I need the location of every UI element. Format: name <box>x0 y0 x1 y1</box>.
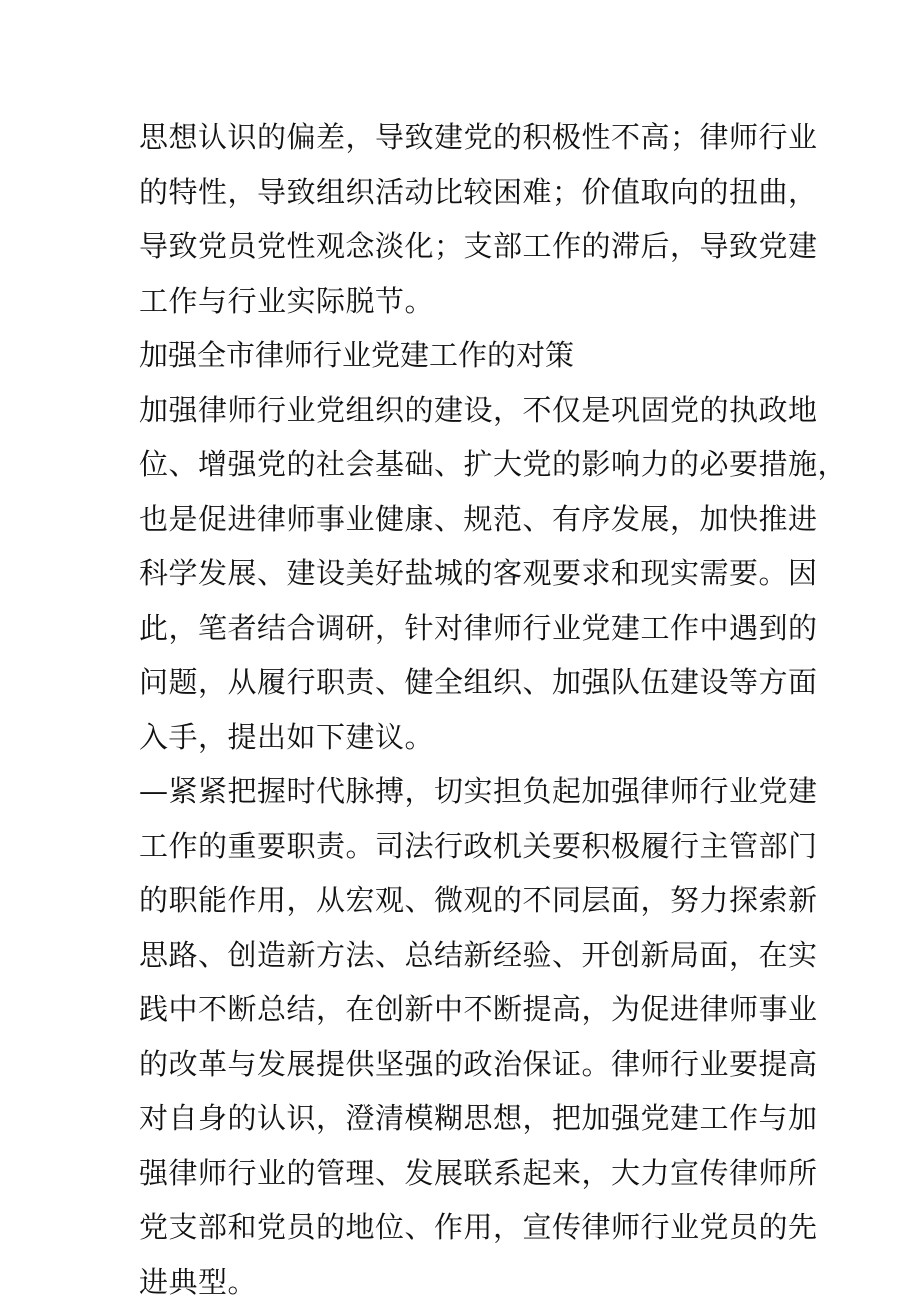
text-line: 践中不断总结，在创新中不断提高，为促进律师事业 <box>139 982 787 1037</box>
document-page <box>139 110 787 1309</box>
paragraph-3 <box>139 764 787 1309</box>
section-heading <box>139 328 787 383</box>
text-line: 思路、创造新方法、总结新经验、开创新局面，在实 <box>139 928 787 983</box>
text-line: 入手，提出如下建议。 <box>139 710 787 765</box>
heading-line: 加强全市律师行业党建工作的对策 <box>139 328 787 383</box>
text-line: 也是促进律师事业健康、规范、有序发展，加快推进 <box>139 492 787 547</box>
paragraph-2 <box>139 383 787 765</box>
text-line: 党支部和党员的地位、作用，宣传律师行业党员的先 <box>139 1200 787 1255</box>
text-line: 思想认识的偏差，导致建党的积极性不高；律师行业 <box>139 110 787 165</box>
text-line: 的特性，导致组织活动比较困难；价值取向的扭曲， <box>139 165 787 220</box>
text-line: 的职能作用，从宏观、微观的不同层面，努力探索新 <box>139 873 787 928</box>
text-line: 科学发展、建设美好盐城的客观要求和现实需要。因 <box>139 546 787 601</box>
text-line: 强律师行业的管理、发展联系起来，大力宣传律师所 <box>139 1146 787 1201</box>
text-line: 的改革与发展提供坚强的政治保证。律师行业要提高 <box>139 1037 787 1092</box>
text-line: 问题，从履行职责、健全组织、加强队伍建设等方面 <box>139 655 787 710</box>
text-line: —紧紧把握时代脉搏，切实担负起加强律师行业党建 <box>139 764 787 819</box>
text-line: 进典型。 <box>139 1255 787 1309</box>
text-line: 位、增强党的社会基础、扩大党的影响力的必要措施， <box>139 437 787 492</box>
text-line: 此，笔者结合调研，针对律师行业党建工作中遇到的 <box>139 601 787 656</box>
text-line: 对自身的认识，澄清模糊思想，把加强党建工作与加 <box>139 1091 787 1146</box>
text-line: 工作与行业实际脱节。 <box>139 274 787 329</box>
text-line: 加强律师行业党组织的建设，不仅是巩固党的执政地 <box>139 383 787 438</box>
paragraph-1 <box>139 110 787 328</box>
text-line: 工作的重要职责。司法行政机关要积极履行主管部门 <box>139 819 787 874</box>
text-line: 导致党员党性观念淡化；支部工作的滞后，导致党建 <box>139 219 787 274</box>
